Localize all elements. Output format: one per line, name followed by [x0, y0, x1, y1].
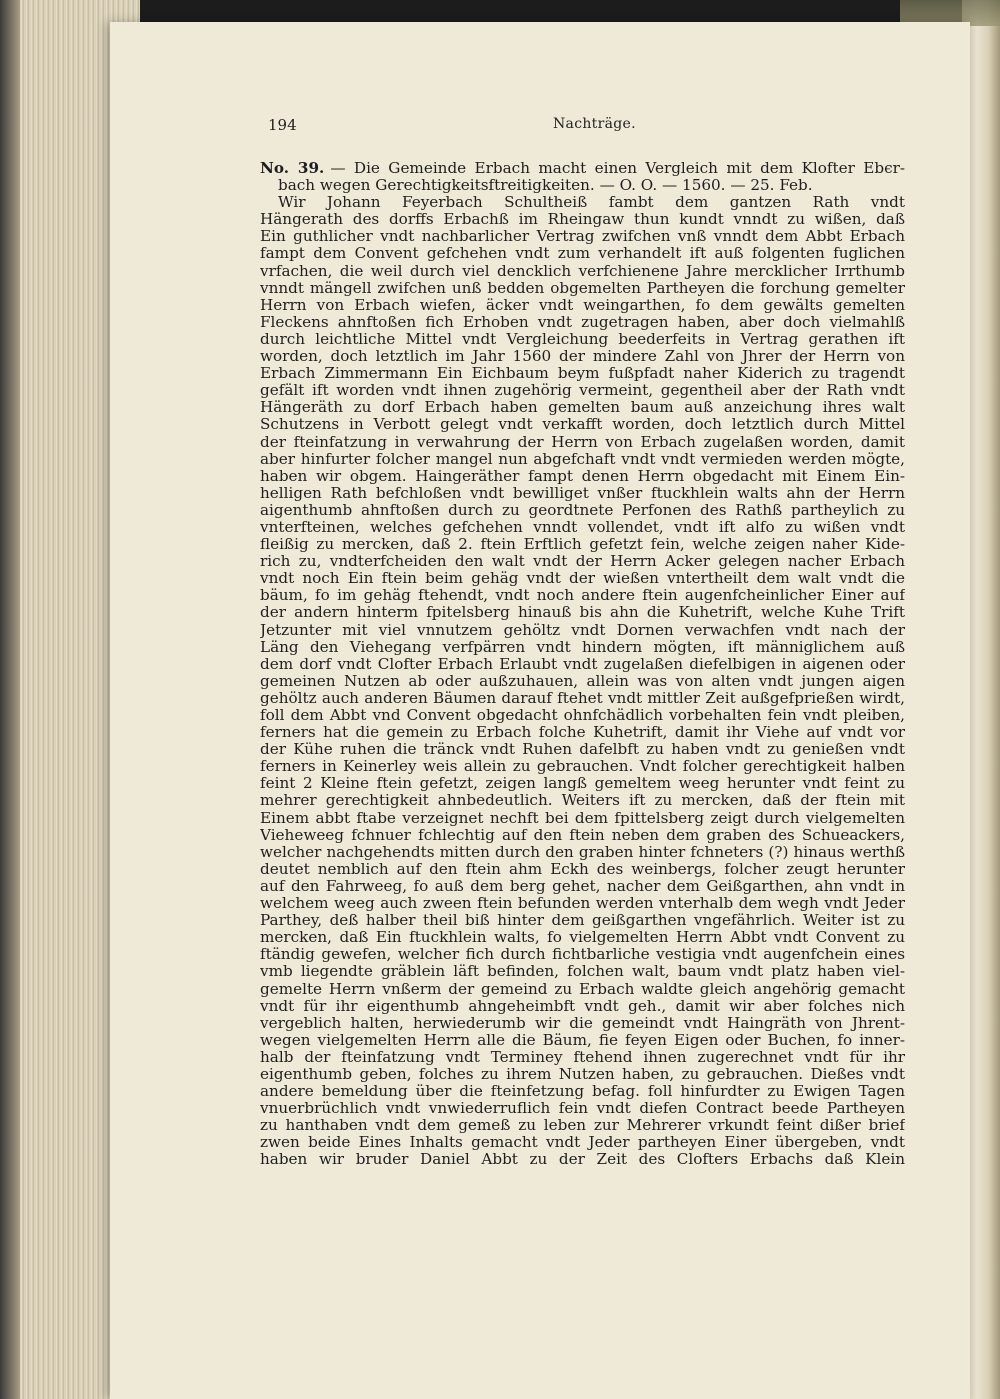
body-line: Hängerath des dorffs Erbachß im Rheingaw thun kundt vnndt zu wißen, daß: [260, 211, 905, 229]
entry-title-line: bach wegen Gerechtigkeitsftreitigkeiten. — O. O. — 1560. — 25. Feb.: [278, 177, 813, 195]
body-line: vndt noch Ein ftein beim gehäg vndt der wießen vntertheilt dem walt vndt die: [260, 570, 905, 588]
body-line: der fteinfatzung in verwahrung der Herrn von Erbach zugelaßen worden, damit: [260, 433, 905, 451]
body-line: mercken, daß Ein ftuckhlein walts, fo vielgemelten Herrn Abbt vndt Convent zu: [260, 929, 905, 947]
body-line: Wir Johann Feyerbach Schultheiß fambt dem gantzen Rath vndt: [278, 194, 905, 212]
body-line: der Kühe ruhen die tränck vndt Ruhen dafelbft zu haben vndt zu genießen vndt: [260, 741, 905, 759]
body-line: vrfachen, die weil durch viel dencklich verfchienene Jahre mercklicher Irrthumb: [260, 262, 905, 280]
body-line: gemelte Herrn vnßerm der gemeind zu Erbach waldte gleich angehörig gemacht: [260, 980, 905, 998]
body-line: ferners hat die gemein zu Erbach folche Kuhetrift, damit ihr Viehe auf vndt vor: [260, 724, 905, 742]
body-line: vmb liegendte gräblein läft befinden, folchen walt, baum vndt platz haben viel-: [260, 963, 905, 981]
body-line: andere bemeldung über die fteinfetzung befag. foll hinfurdter zu Ewigen Tagen: [260, 1083, 905, 1101]
body-line: eigenthumb geben, folches zu ihrem Nutzen haben, zu gebrauchen. Dießes vndt: [260, 1065, 905, 1083]
body-line: vnterfteinen, welches gefchehen vnndt vollendet, vndt ift alfo zu wißen vndt: [260, 518, 905, 536]
body-line: dem dorf vndt Clofter Erbach Erlaubt vndt zugelaßen diefelbigen in aigenen oder: [260, 655, 905, 673]
body-line: der andern hinterm fpitelsberg hinauß bis ahn die Kuhetrift, welche Kuhe Trift: [260, 604, 905, 622]
body-line: gehöltz auch anderen Bäumen darauf ftehet vndt mittler Zeit außgefprießen wirdt,: [260, 689, 905, 707]
body-line: helligen Rath befchloßen vndt bewilliget vnßer ftuckhlein walts ahn der Herrn: [260, 484, 905, 502]
body-line: vndt für ihr eigenthumb ahngeheimbft vndt geh., damit wir aber folches nich: [260, 997, 905, 1015]
body-line: fleißig zu mercken, daß 2. ftein Erftlich gefetzt fein, welche zeigen naher Kide-: [260, 536, 905, 554]
body-line: vnndt mängell zwifchen unß bedden obgemelten Partheyen die forchung gemelter: [260, 279, 905, 297]
body-line: Herrn von Erbach wiefen, äcker vndt weingarthen, fo dem gewälts gemelten: [260, 296, 905, 314]
body-line: ftändig gewefen, welcher fich durch fichtbarliche vestigia vndt augenfchein eines: [260, 946, 905, 964]
body-line: zu hanthaben vndt dem gemeß zu leben zur Mehrerer vrkundt feint dißer brief: [260, 1117, 905, 1135]
body-line: rich zu, vndterfcheiden den walt vndt der Herrn Acker gelegen nacher Erbach: [260, 553, 905, 571]
page-header: [268, 116, 904, 136]
body-line: vnuerbrüchlich vndt vnwiederruflich fein vndt diefen Contract beede Partheyen: [260, 1100, 905, 1118]
body-line: welcher nachgehendts mitten durch den graben hinter fchneters (?) hinaus werthß: [260, 843, 905, 861]
body-line: worden, doch letztlich im Jahr 1560 der mindere Zahl von Jhrer der Herrn von: [260, 348, 905, 366]
body-line: gemeinen Nutzen ab oder außzuhauen, allein was von alten vndt jungen aigen: [260, 672, 905, 690]
body-line: Parthey, deß halber theil biß hinter dem geißgarthen vngefährlich. Weiter ist zu: [260, 912, 905, 930]
body-line: feint 2 Kleine ftein gefetzt, zeigen langß gemeltem weeg herunter vndt feint zu: [260, 775, 905, 793]
body-line: Ein guthlicher vndt nachbarlicher Vertrag zwifchen vnß vnndt dem Abbt Erbach: [260, 228, 905, 246]
body-line: fampt dem Convent gefchehen vndt zum verhandelt ift auß folgenten fuglichen: [260, 245, 905, 263]
body-line: aigenthumb ahnftoßen durch zu geordtnete Perfonen des Rathß partheylich zu: [260, 501, 905, 519]
body-line: vergeblich halten, herwiederumb wir die gemeindt vndt Haingräth von Jhrent-: [260, 1014, 905, 1032]
entry-number: No. 39.: [260, 160, 325, 177]
body-line: Hängeräth zu dorf Erbach haben gemelten baum auß anzeichung ihres walt: [260, 399, 905, 417]
body-line: bäum, fo im gehäg ftehendt, vndt noch andere ftein augenfcheinlicher Einer auf: [260, 587, 905, 605]
body-line: Fleckens ahnftoßen fich Erhoben vndt zugetragen haben, aber doch vielmahlß: [260, 313, 905, 331]
body-line: ferners in Keinerley weis allein zu gebrauchen. Vndt folcher gerechtigkeit halben: [260, 758, 905, 776]
body-line: welchem weeg auch zween ftein befunden werden vnterhalb dem wegh vndt Jeder: [260, 895, 905, 913]
body-line: Vieheweeg fchnuer fchlechtig auf den ftein neben dem graben des Schueackers,: [260, 826, 905, 844]
body-line: gefält ift worden vndt ihnen zugehörig vermeint, gegentheil aber der Rath vndt: [260, 382, 905, 400]
body-line: durch leichtliche Mittel vndt Vergleichung beederfeits in Vertrag gerathen ift: [260, 330, 905, 348]
body-line: aber hinfurter folcher mangel nun abgefchaft vndt vndt vermieden werden mögte,: [260, 450, 905, 468]
body-line: Schutzens in Verbott gelegt vndt verkafft worden, doch letztlich durch Mittel: [260, 416, 905, 434]
body-line: wegen vielgemelten Herrn alle die Bäum, fie feyen Eigen oder Buchen, fo inner-: [260, 1031, 905, 1049]
page-text: [260, 160, 905, 1169]
page-number: 194: [268, 116, 297, 134]
body-line: halb der fteinfatzung vndt Terminey ftehend ihnen zugerechnet vndt für ihr: [260, 1048, 905, 1066]
body-line: haben wir obgem. Haingeräther fampt denen Herrn obgedacht mit Einem Ein-: [260, 467, 905, 485]
body-line: foll dem Abbt vnd Convent obgedacht ohnfchädlich vorbehalten fein vndt pleiben,: [260, 707, 905, 724]
body-line: auf den Fahrweeg, fo auß dem berg gehet, nacher dem Geißgarthen, ahn vndt in: [260, 877, 905, 895]
body-text: [260, 194, 905, 1168]
body-line: Erbach Zimmermann Ein Eichbaum beym fußpfadt naher Kiderich zu tragendt: [260, 365, 905, 383]
running-head: Nachträge.: [553, 116, 636, 132]
body-line: haben wir bruder Daniel Abbt zu der Zeit des Clofters Erbachs daß Klein: [260, 1151, 905, 1169]
body-line: mehrer gerechtigkeit ahnbedeutlich. Weiters ift zu mercken, daß der ftein mit: [260, 792, 905, 810]
book-edge-shadow: [0, 0, 20, 1399]
entry-title-line: — Die Gemeinde Erbach macht einen Vergleich mit dem Klofter Ebєr-: [330, 160, 905, 177]
entry-heading-line: [260, 160, 905, 177]
body-line: Einem abbt ftabe verzeignet nechft bei dem fpittelsberg zeigt durch vielgemelten: [260, 809, 905, 827]
body-line: Jetzunter mit viel vnnutzem gehöltz vndt Dornen verwachfen vndt nach der: [260, 621, 905, 639]
body-line: Läng den Viehegang verfpärren vndt hindern mögten, ift männiglichem auß: [260, 638, 905, 656]
body-line: deutet nemblich auf den ftein ahm Eckh des weinbergs, folcher zeugt herunter: [260, 860, 905, 878]
body-line: zwen beide Eines Inhalts gemacht vndt Jeder partheyen Einer übergeben, vndt: [260, 1134, 905, 1152]
